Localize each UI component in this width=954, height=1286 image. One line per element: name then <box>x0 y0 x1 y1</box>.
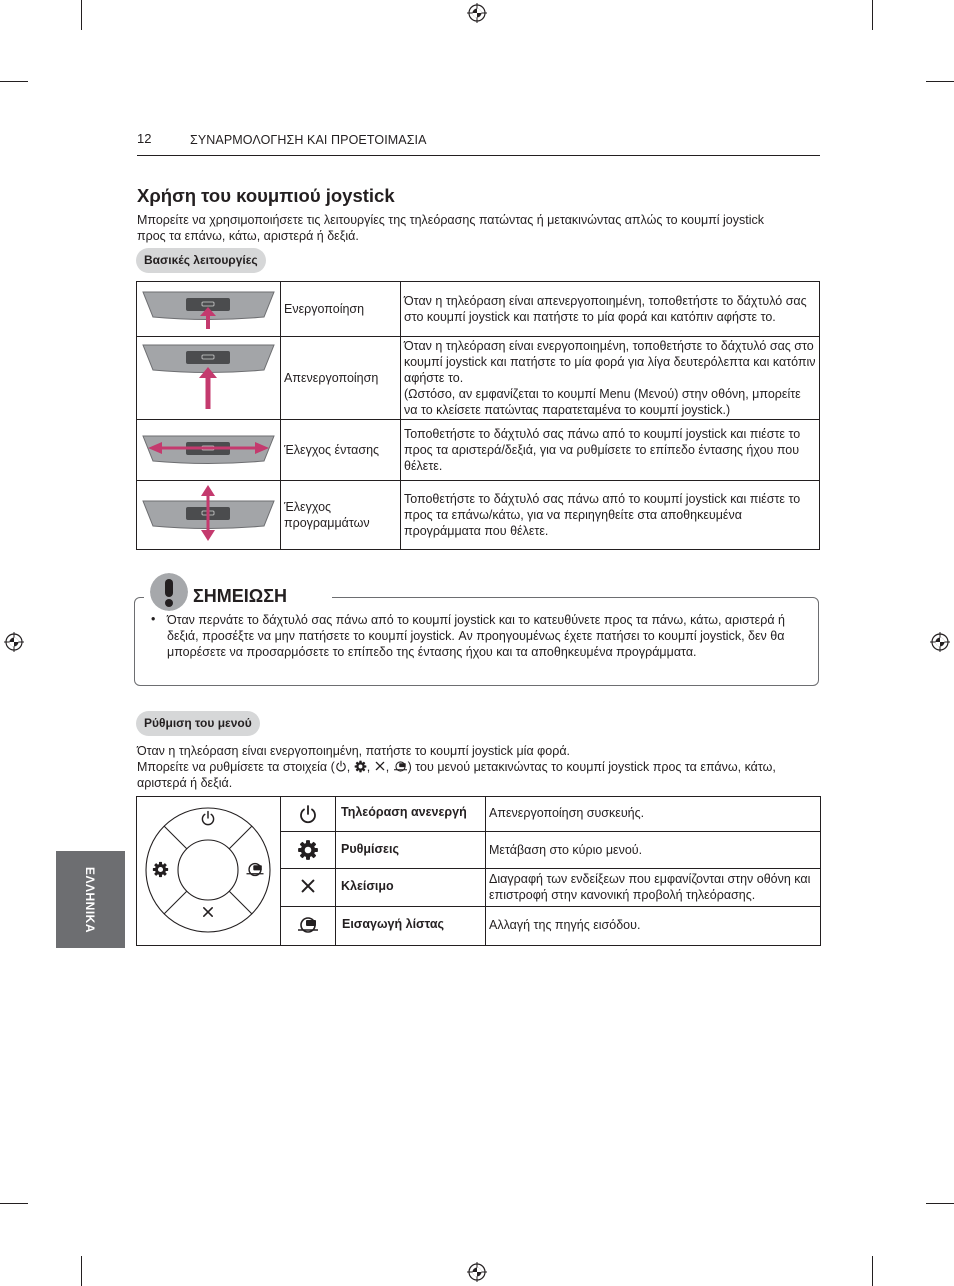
note-title: ΣΗΜΕΙΩΣΗ <box>193 586 288 606</box>
menu-item-label: Κλείσιμο <box>341 879 394 893</box>
page-number: 12 <box>137 131 152 146</box>
section-intro-line2: προς τα επάνω, κάτω, αριστερά ή δεξιά. <box>137 229 359 243</box>
grid-line <box>280 868 820 869</box>
note-bullet: • <box>151 612 156 626</box>
power-icon <box>335 760 347 772</box>
crop-mark <box>926 81 954 82</box>
function-name: Ενεργοποίηση <box>281 282 401 337</box>
programme-illustration <box>137 481 281 550</box>
exclamation-icon <box>150 573 188 611</box>
menu-intro-line2-end: ) του μενού μετακινώντας το κουμπί joystick προς τα επάνω, κάτω, <box>407 760 776 774</box>
function-name: Έλεγχος έντασης <box>281 420 401 481</box>
input-icon <box>393 760 408 773</box>
joystick-menu-diagram <box>143 800 273 940</box>
tv-joystick-icon <box>140 282 277 332</box>
header-rule <box>137 155 820 156</box>
basic-functions-label: Βασικές λειτουργίες <box>136 248 266 273</box>
crop-mark <box>0 81 28 82</box>
table-row <box>137 282 820 337</box>
menu-item-label: Ρυθμίσεις <box>341 842 399 856</box>
menu-intro-line2-start: Μπορείτε να ρυθμίσετε τα στοιχεία ( <box>137 760 335 774</box>
menu-intro-line2: Μπορείτε να ρυθμίσετε τα στοιχεία ( , , , ) του μενού μετακινώντας το κουμπί joystick προς τα επάνω, κάτω, <box>137 760 776 774</box>
power-icon <box>298 804 318 824</box>
gear-icon <box>153 862 168 877</box>
function-desc: Τοποθετήστε το δάχτυλό σας πάνω από το κουμπί joystick και πιέστε το προς τα επάνω/κάτω, για να περιηγηθείτε στα αποθηκευμένα προγράμματα που θέλετε. <box>401 481 820 550</box>
function-desc: Όταν η τηλεόραση είναι απενεργοποιημένη, τοποθετήστε το δάχτυλό σας στο κουμπί joystick και πατήστε το μία φορά και κατόπιν αφήστε το. <box>401 282 820 337</box>
menu-item-desc: Αλλαγή της πηγής εισόδου. <box>489 918 641 932</box>
registration-mark-icon <box>467 1262 487 1282</box>
menu-item-desc: Μετάβαση στο κύριο μενού. <box>489 843 643 857</box>
registration-mark-icon <box>4 632 24 652</box>
crop-mark <box>926 1203 954 1204</box>
function-name: Απενεργοποίηση <box>281 337 401 420</box>
tv-joystick-icon <box>140 481 277 545</box>
volume-illustration <box>137 420 281 481</box>
table-row <box>137 420 820 481</box>
input-icon <box>296 915 320 935</box>
section-title: Χρήση του κουμπιού joystick <box>137 185 395 206</box>
grid-line <box>485 796 486 945</box>
function-desc <box>401 337 820 420</box>
menu-settings-label: Ρύθμιση του μενού <box>136 711 260 736</box>
note-text-content: Όταν περνάτε το δάχτυλό σας πάνω από το κουμπί joystick και το κατευθύνετε προς τα πάνω, κάτω, αριστερά ή δεξιά, προσέξτε να μην πατήσετε το κουμπί joystick. Αν προηγουμένως έχετε πατήσει το κουμπί joystick, δεν θα μπορέσετε να προσαρμόσετε το επίπεδο της έντασης ήχου και τα αποθηκευμένα προγράμματα. <box>167 613 786 659</box>
language-tab-label <box>56 851 125 948</box>
table-row <box>137 481 820 550</box>
table-row <box>137 337 820 420</box>
header-title: ΣΥΝΑΡΜΟΛΟΓΗΣΗ ΚΑΙ ΠΡΟΕΤΟΙΜΑΣΙΑ <box>190 133 427 147</box>
menu-intro-line3: αριστερά ή δεξιά. <box>137 776 233 790</box>
gear-icon <box>297 839 319 861</box>
menu-intro <box>137 743 827 791</box>
menu-item-label: Εισαγωγή λίστας <box>342 917 445 931</box>
grid-line <box>280 796 281 945</box>
tv-joystick-icon <box>140 420 277 476</box>
menu-item-desc: Διαγραφή των ενδείξεων που εμφανίζονται στην οθόνη και επιστροφή στην κανονική προβολή τηλεόρασης. <box>489 872 811 902</box>
grid-line <box>335 796 336 945</box>
crop-mark <box>81 1256 82 1286</box>
section-intro-line1: Μπορείτε να χρησιμοποιήσετε τις λειτουργίες της τηλεόρασης πατώντας ή μετακινώντας απλώς το κουμπί joystick <box>137 213 764 227</box>
crop-mark <box>0 1203 28 1204</box>
menu-item-label: Τηλεόραση ανενεργή <box>341 805 467 819</box>
registration-mark-icon <box>930 632 950 652</box>
section-intro <box>137 212 817 244</box>
function-desc-main: Όταν η τηλεόραση είναι ενεργοποιημένη, τοποθετήστε το δάχτυλό σας στο κουμπί joystick και πατήστε το μία φορά για λίγα δευτερόλεπτα και κατόπιν αφήστε το. <box>404 339 816 385</box>
grid-line <box>280 906 820 907</box>
close-icon <box>374 760 386 772</box>
registration-mark-icon <box>467 3 487 23</box>
language-tab-text: ΕΛΛΗΝΙΚΑ <box>83 866 98 933</box>
gear-icon <box>354 760 367 773</box>
crop-mark <box>872 1256 873 1286</box>
close-icon <box>299 877 317 895</box>
tv-joystick-icon <box>140 337 277 415</box>
crop-mark <box>81 0 82 30</box>
note-text <box>167 612 792 660</box>
menu-item-desc: Απενεργοποίηση συσκευής. <box>489 806 645 820</box>
power-on-illustration <box>137 282 281 337</box>
grid-line <box>280 831 820 832</box>
basic-functions-table <box>136 281 820 550</box>
function-desc-extra: (Ωστόσο, αν εμφανίζεται το κουμπί Menu (Μενού) στην οθόνη, μπορείτε να το κλείσετε πατώντας παρατεταμένα το κουμπί joystick.) <box>404 387 801 417</box>
crop-mark <box>872 0 873 30</box>
function-desc: Τοποθετήστε το δάχτυλό σας πάνω από το κουμπί joystick και πιέστε το προς τα αριστερά/δεξιά, για να ρυθμίσετε το επίπεδο έντασης ήχου που θέλετε. <box>401 420 820 481</box>
power-off-illustration <box>137 337 281 420</box>
function-name: Έλεγχος προγραμμάτων <box>281 481 401 550</box>
menu-intro-line1: Όταν η τηλεόραση είναι ενεργοποιημένη, πατήστε το κουμπί joystick μία φορά. <box>137 744 571 758</box>
